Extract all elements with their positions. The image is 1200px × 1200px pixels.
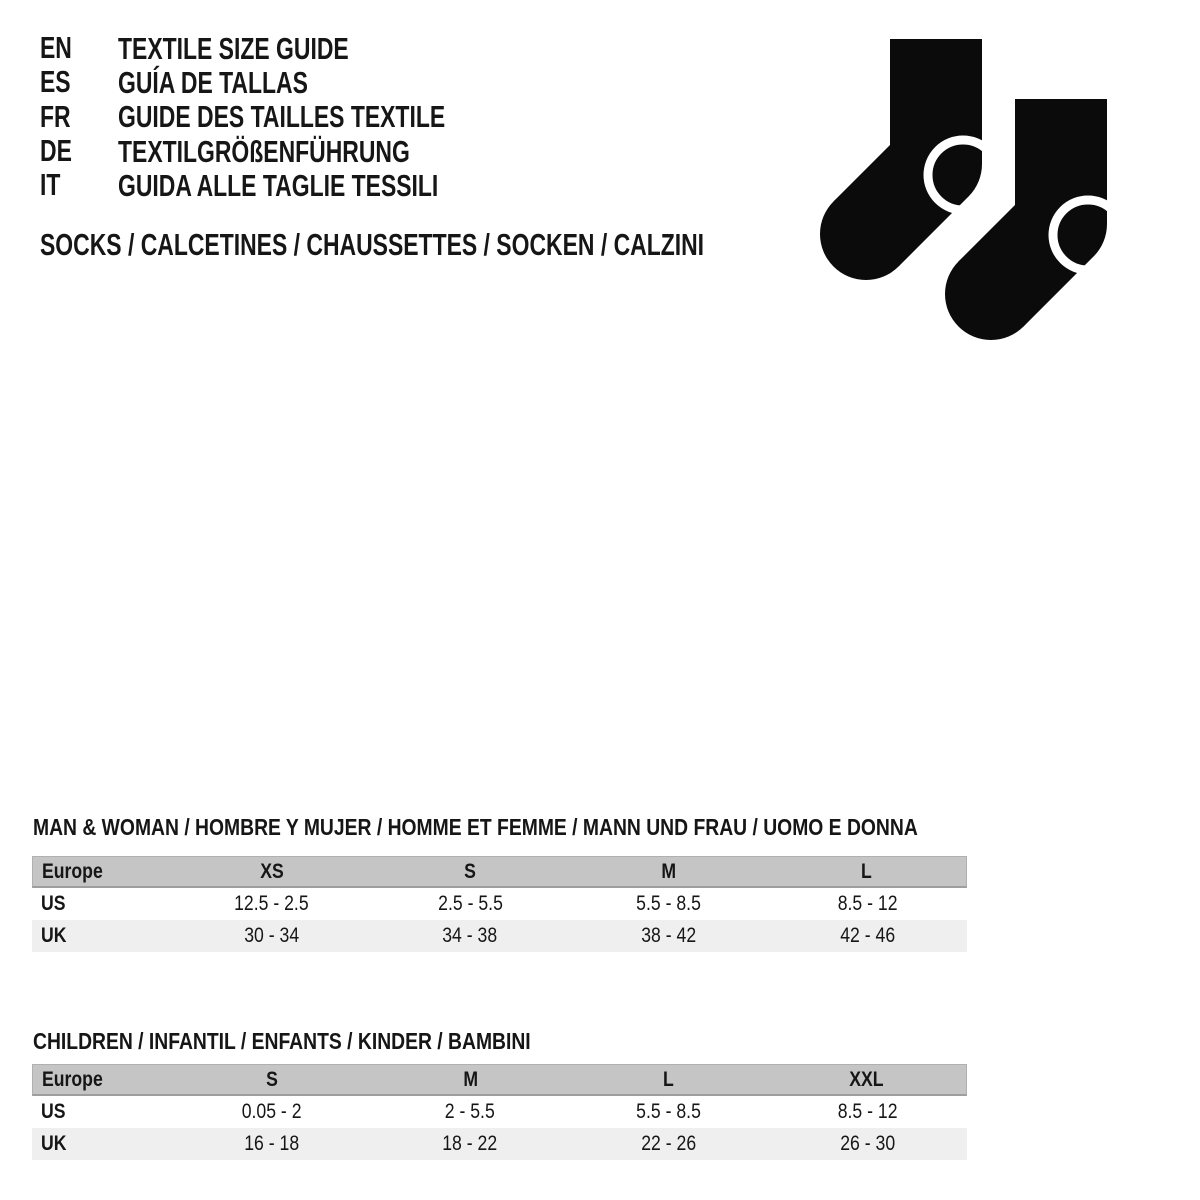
language-title-list [40,31,560,202]
column-header-s: S [464,859,477,883]
language-code: ES [40,64,71,100]
size-value: 0.05 - 2 [241,1100,302,1123]
size-value: 5.5 - 8.5 [636,892,702,915]
row-label: UK [41,924,67,947]
language-code: DE [40,133,72,169]
socks-icon [815,35,1115,350]
table-row-us [32,888,967,920]
size-value: 16 - 18 [243,1132,299,1155]
column-header-s: S [266,1067,279,1091]
table-header-row [32,1064,967,1096]
column-header-xxl: XXL [849,1067,885,1091]
guide-title-es: GUÍA DE TALLAS [118,64,308,100]
language-row-de [40,134,560,168]
size-value: 38 - 42 [641,924,697,947]
row-label: US [41,892,66,915]
column-header-europe: Europe [42,1067,103,1091]
size-value: 26 - 30 [840,1132,896,1155]
size-value: 18 - 22 [442,1132,498,1155]
size-table-man-woman [32,856,967,952]
column-header-m: M [463,1067,478,1091]
guide-title-de: TEXTILGRÖßENFÜHRUNG [118,133,410,169]
product-category-line [40,227,937,261]
size-value: 2.5 - 5.5 [437,892,503,915]
language-code: IT [40,167,61,203]
sock-left [820,39,998,280]
column-header-xs: XS [260,859,284,883]
column-header-m: M [661,859,676,883]
guide-title-fr: GUIDE DES TAILLES TEXTILE [118,99,446,135]
table-title-man-woman [33,812,1086,842]
size-table-children [32,1064,967,1160]
column-header-europe: Europe [42,859,103,883]
language-row-es [40,65,560,99]
size-value: 2 - 5.5 [445,1100,496,1123]
table-row-us [32,1096,967,1128]
column-header-l: L [861,859,873,883]
size-value: 8.5 - 12 [837,892,898,915]
table-title-children [33,1026,625,1056]
size-value: 8.5 - 12 [837,1100,898,1123]
column-header-l: L [663,1067,675,1091]
language-code: FR [40,98,71,134]
size-value: 34 - 38 [442,924,498,947]
size-value: 30 - 34 [243,924,299,947]
product-category-text: SOCKS / CALCETINES / CHAUSSETTES / SOCKEN / CALZINI [40,226,705,262]
language-row-it [40,168,560,202]
row-label: US [41,1100,66,1123]
row-label: UK [41,1132,67,1155]
table-row-uk [32,920,967,952]
table-title-text: CHILDREN / INFANTIL / ENFANTS / KINDER / BAMBINI [33,1027,531,1054]
size-value: 42 - 46 [840,924,896,947]
table-title-text: MAN & WOMAN / HOMBRE Y MUJER / HOMME ET FEMME / MANN UND FRAU / UOMO E DONNA [33,813,918,840]
guide-title-en: TEXTILE SIZE GUIDE [118,30,349,66]
language-row-en [40,31,560,65]
size-value: 12.5 - 2.5 [234,892,309,915]
table-header-row [32,856,967,888]
table-row-uk [32,1128,967,1160]
language-row-fr [40,100,560,134]
guide-title-it: GUIDA ALLE TAGLIE TESSILI [118,167,439,203]
size-value: 5.5 - 8.5 [636,1100,702,1123]
language-code: EN [40,30,72,66]
size-value: 22 - 26 [641,1132,697,1155]
